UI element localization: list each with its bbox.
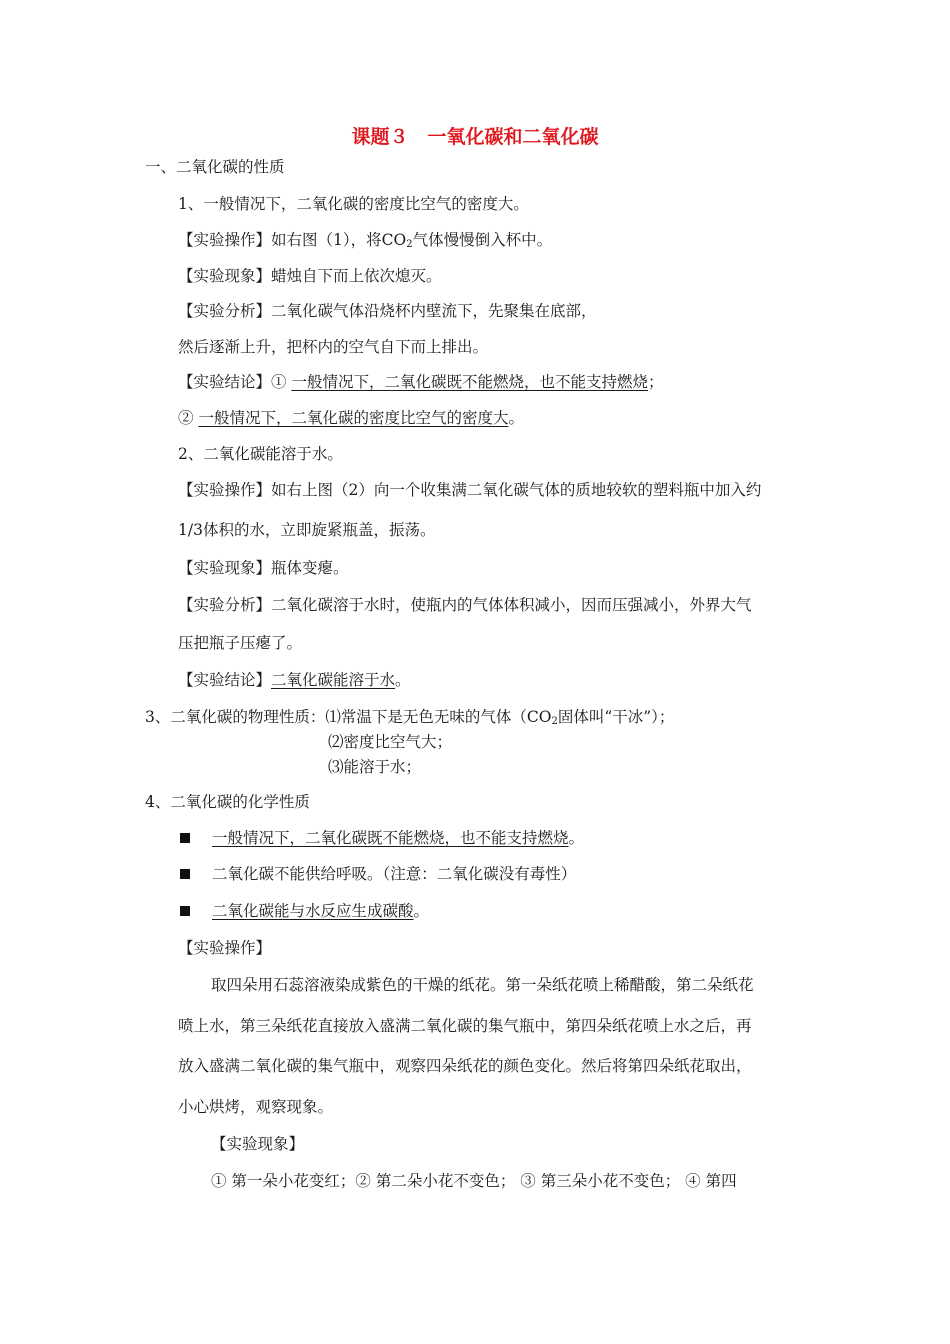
punct: 。 [413, 902, 430, 920]
point-1-conclusion-2 [178, 408, 524, 428]
conclusion-1-text: 一般情况下，二氧化碳既不能燃烧，也不能支持燃烧 [291, 373, 648, 391]
punct: ； [647, 373, 664, 391]
square-bullet-icon [180, 833, 190, 843]
point-2-analysis-1: 【实验分析】二氧化碳溶于水时，使瓶内的气体体积减小，因而压强减小，外界大气 [178, 596, 752, 614]
point-1-phenomenon: 【实验现象】蜡烛自下而上依次熄灭。 [178, 267, 442, 285]
point-2-intro: 2、二氧化碳能溶于水。 [178, 445, 343, 463]
chemical-properties-heading: 4、二氧化碳的化学性质 [145, 793, 310, 811]
square-bullet-icon [180, 869, 190, 879]
physical-properties-line-2: ⑵密度比空气大； [328, 733, 453, 751]
point-2-phenomenon: 【实验现象】瓶体变瘪。 [178, 559, 349, 577]
point-1-intro: 1、一般情况下，二氧化碳的密度比空气的密度大。 [178, 195, 529, 213]
point-1-operation [178, 230, 552, 250]
point-2-operation-2: 1/3体积的水，立即旋紧瓶盖，振荡。 [178, 521, 436, 539]
conclusion-label: 【实验结论】 [178, 671, 272, 689]
experiment-operation-line-4: 小心烘烤，观察现象。 [178, 1098, 334, 1116]
physical-properties-text-end: 固体叫“干冰”）； [557, 708, 675, 726]
section-heading: 一、二氧化碳的性质 [145, 158, 285, 176]
square-bullet-icon [180, 906, 190, 916]
physical-properties-line-1 [145, 707, 674, 727]
punct: 。 [508, 409, 524, 427]
conclusion-text: 二氧化碳能溶于水 [271, 671, 396, 689]
bullet-item-1 [180, 828, 584, 848]
punct: 。 [568, 829, 585, 847]
experiment-operation-line-2: 喷上水，第三朵纸花直接放入盛满二氧化碳的集气瓶中，第四朵纸花喷上水之后，再 [178, 1017, 752, 1035]
conclusion-label: 【实验结论】① [178, 373, 287, 391]
point-2-analysis-2: 压把瓶子压瘪了。 [178, 634, 303, 652]
bullet-2-text: 二氧化碳不能供给呼吸。（注意：二氧化碳没有毒性） [212, 865, 577, 883]
operation-text-end: 气体慢慢倒入杯中。 [412, 231, 553, 249]
experiment-phenomenon-line-1: ① 第一朵小花变红；② 第二朵小花不变色； ③ 第三朵小花不变色； ④ 第四 [211, 1172, 737, 1190]
punct: 。 [395, 671, 411, 689]
experiment-operation-line-1: 取四朵用石蕊溶液染成紫色的干燥的纸花。第一朵纸花喷上稀醋酸，第二朵纸花 [211, 976, 754, 994]
experiment-operation-label: 【实验操作】 [178, 939, 272, 957]
point-1-conclusion-1 [178, 372, 663, 392]
bullet-3-text: 二氧化碳能与水反应生成碳酸 [212, 902, 414, 920]
bullet-1-text: 一般情况下，二氧化碳既不能燃烧，也不能支持燃烧 [212, 829, 569, 847]
conclusion-2-number: ② [178, 409, 194, 427]
conclusion-2-text: 一般情况下，二氧化碳的密度比空气的密度大 [198, 409, 509, 427]
bullet-item-3 [180, 901, 429, 921]
physical-properties-line-3: ⑶能溶于水； [328, 758, 422, 776]
subscript: 2 [406, 239, 413, 250]
experiment-phenomenon-label: 【实验现象】 [211, 1135, 305, 1153]
point-2-operation-1: 【实验操作】如右上图（2）向一个收集满二氧化碳气体的质地较软的塑料瓶中加入约 [178, 481, 762, 499]
subscript: 2 [551, 716, 558, 727]
experiment-operation-line-3: 放入盛满二氧化碳的集气瓶中，观察四朵纸花的颜色变化。然后将第四朵纸花取出， [178, 1057, 752, 1075]
operation-text: 【实验操作】如右图（1），将CO [178, 231, 407, 249]
bullet-item-2 [180, 864, 576, 884]
physical-properties-text: 3、二氧化碳的物理性质：⑴常温下是无色无味的气体（CO [145, 708, 552, 726]
page-title: 课题３ 一氧化碳和二氧化碳 [351, 126, 599, 148]
point-1-analysis-1: 【实验分析】二氧化碳气体沿烧杯内壁流下，先聚集在底部， [178, 302, 597, 320]
point-2-conclusion [178, 670, 411, 690]
point-1-analysis-2: 然后逐渐上升，把杯内的空气自下而上排出。 [178, 338, 489, 356]
